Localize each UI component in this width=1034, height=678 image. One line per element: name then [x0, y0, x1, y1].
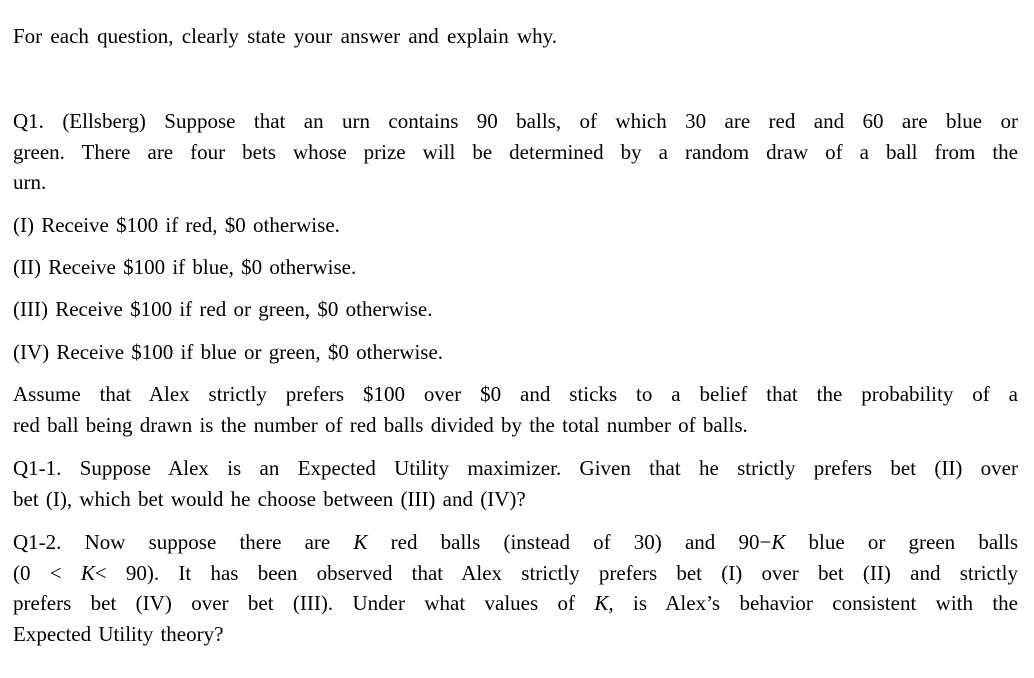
q12-range-close: < 90).	[94, 560, 160, 585]
question-1-text	[13, 106, 1018, 198]
q12-text-b: red balls (instead of 30) and	[390, 530, 716, 554]
q12-text-c: blue or green balls	[808, 530, 1019, 554]
q12-expr-minus: −	[759, 530, 772, 554]
assumption-line-1: Assume that Alex strictly prefers $100 over $0 and sticks to a belief that the probability of a	[13, 382, 1018, 406]
q12-range-open: (0 <	[13, 560, 62, 585]
variable-k: K	[771, 530, 786, 554]
assumption-text	[13, 379, 1018, 440]
variable-k: K	[353, 530, 368, 554]
question-1-1-text	[13, 453, 1018, 514]
q12-text-a: Q1-2. Now suppose there are	[13, 530, 331, 554]
variable-k: K	[80, 560, 95, 585]
question-1-line-2: green. There are four bets whose prize will be determined by a random draw of a ball from the	[13, 139, 1018, 164]
instruction-text: For each question, clearly state your answer and explain why.	[13, 24, 558, 48]
question-1-1-line-2: bet (I), which bet would he choose between (III) and (IV)?	[13, 486, 526, 511]
bet-2: (II) Receive $100 if blue, $0 otherwise.	[13, 255, 357, 279]
question-1-2-line-4: Expected Utility theory?	[13, 621, 224, 646]
question-1-2-line-2	[13, 558, 1018, 589]
assumption-line-2: red ball being drawn is the number of red balls divided by the total number of balls.	[13, 412, 748, 437]
question-1-line-3: urn.	[13, 170, 47, 194]
bet-4: (IV) Receive $100 if blue or green, $0 otherwise.	[13, 340, 444, 364]
question-1-1-line-1: Q1-1. Suppose Alex is an Expected Utility maximizer. Given that he strictly prefers bet (II) over	[13, 456, 1018, 480]
q12-text-f: is Alex’s behavior consistent with the	[633, 591, 1019, 615]
question-1-2-line-1	[13, 527, 1018, 558]
bet-1: (I) Receive $100 if red, $0 otherwise.	[13, 213, 340, 237]
variable-k: K,	[594, 591, 614, 615]
question-1-line-1: Q1. (Ellsberg) Suppose that an urn contains 90 balls, of which 30 are red and 60 are blue or	[13, 109, 1018, 133]
bet-3: (III) Receive $100 if red or green, $0 otherwise.	[13, 297, 433, 321]
question-1-2-text	[13, 527, 1018, 649]
q12-expr-number: 90	[738, 530, 760, 554]
q12-text-e: prefers bet (IV) over bet (III). Under what values of	[13, 591, 576, 615]
q12-text-d: It has been observed that Alex strictly prefers bet (I) over bet (II) and strictly	[178, 560, 1019, 585]
question-1-2-line-3	[13, 588, 1018, 619]
